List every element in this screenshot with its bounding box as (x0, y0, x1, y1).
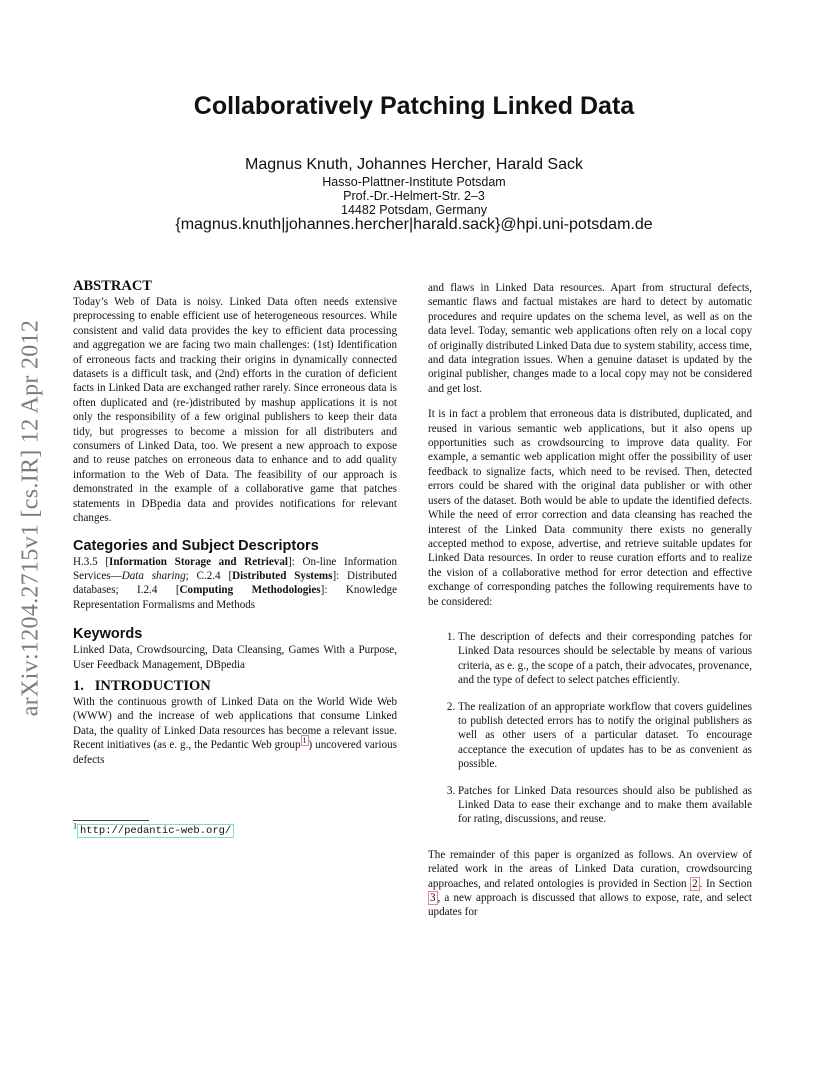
paper-title: Collaboratively Patching Linked Data (193, 92, 635, 120)
left-column (73, 278, 397, 767)
requirements-list (428, 630, 752, 827)
abstract-heading: ABSTRACT (73, 278, 152, 294)
affiliation-city: 14482 Potsdam, Germany (341, 203, 487, 217)
categories-text: H.3.5 [Information Storage and Retrieval]: On-line Information Services—Data sharing; C.2.4 [Distributed Systems]: Distributed databases; I.2.4 [Computing Methodologies]: Knowledge Representation Formalisms and Methods (73, 555, 397, 611)
introduction-heading: 1. INTRODUCTION (73, 677, 211, 694)
affiliation-street: Prof.-Dr.-Helmert-Str. 2–3 (343, 189, 485, 203)
footnote (73, 821, 234, 837)
footnote-mark: 1 (73, 821, 77, 831)
affiliation-institute: Hasso-Plattner-Institute Potsdam (322, 175, 506, 189)
author-emails: {magnus.knuth|johannes.hercher|harald.sack}@hpi.uni-potsdam.de (175, 216, 653, 233)
arxiv-stamp-text: arXiv:1204.2715v1 [cs.IR] 12 Apr 2012 (17, 319, 44, 717)
footnote-link[interactable]: 1 (302, 736, 307, 746)
categories-heading: Categories and Subject Descriptors (73, 537, 319, 554)
introduction-text: With the continuous growth of Linked Data on the World Wide Web (WWW) and the increase of web applications that consume Linked Data, the quality of Linked Data resources has become a relevant issue. Recent initiatives (as e. g., the Pedantic Web group $^1$ ) uncovered various defects (73, 695, 397, 766)
abstract-text: Today’s Web of Data is noisy. Linked Data often needs extensive preprocessing to enable efficient use of heterogeneous resources. While consistent and valid data provides the key to efficient data processing and aggregation we are facing two main challenges: (1st) Identification of erroneous facts and tracking their origins in dynamically connected datasets is a difficult task, and (2nd) efforts in the curation of deficient facts in Linked Data are exchanged rather rarely. Since erroneous data is often duplicated and (re-)distributed by mashup applications it is not only the responsibility of a few original publishers to keep their data tidy, but progresses to become a mission for all distributers and consumers of Linked Data, too. We present a new approach to expose and to reuse patches on erroneous data to enhance and to add quality information to the Web of Data. The feasibility of our approach is demonstrated in the example of a collaborative game that patches statements in DBpedia data and provides notifications for relevant changes. (73, 296, 397, 525)
paragraph-organization: The remainder of this paper is organized as follows. An overview of related work in the areas of Linked Data curation, crowdsourcing approaches, and related ontologies is provided in Section 2 . In Section 3 , a new approach is discussed that allows to expose, rate, and select updates for (428, 848, 752, 919)
requirement-item: 3. Patches for Linked Data resources should also be published as Linked Data to ease their exchange and to make them available for rating, discussions, and reuse. (458, 784, 752, 827)
keywords-heading: Keywords (73, 626, 143, 643)
paragraph-problem: It is in fact a problem that erroneous data is distributed, duplicated, and reused in various semantic web applications, but it also opens up opportunities such as crowdsourcing to improve data quality. For example, a semantic web application might offer the possibility of user feedback to signalize facts, which need to be revised. Then, detected errors could be shared with the original data publisher or with other users of the dataset. Both would be able to update the identified defects. While the need of error correction and data cleansing has reached the interest of the Linked Data community there exists no generally accepted method to expose, advertise, and retrieve suitable updates for Linked Data resources. In order to reuse curation efforts and to realize the vision of a collaborative method for error detection and effective exchange of corresponding patches the following requirements have to be considered: (428, 408, 752, 608)
paragraph-flaws: and flaws in Linked Data resources. Apart from structural defects, semantic flaws and factual mistakes are hard to detect by automatic procedures and require updates on the schema level, as well as on the data level. Today, semantic web applications often rely on a local copy of originally distributed Linked Data due to system stability, access time, and data integration issues. When a genuine dataset is updated by the original publisher, changes made to a local copy may not be considered and get lost. (428, 282, 753, 395)
section-2-link[interactable]: 2 (692, 877, 698, 890)
right-column (428, 281, 752, 920)
arxiv-stamp (13, 298, 49, 738)
footnote-url-link[interactable]: http://pedantic-web.org/ (77, 824, 234, 838)
requirement-item: 2. The realization of an appropriate workflow that covers guidelines to publish detected errors has to notify the original publishers as well as other users of a particular dataset. To encourage acceptance the execution of updates has to be as convenient as possible. (458, 700, 752, 772)
requirement-item: 1. The description of defects and their corresponding patches for Linked Data resources should be selectable by means of various criteria, as e. g., the scope of a patch, their advocates, provenance, and the type of defect to select patches efficiently. (458, 630, 752, 688)
keywords-text: Linked Data, Crowdsourcing, Data Cleansing, Games With a Purpose, User Feedback Management, DBpedia (73, 644, 397, 671)
author-list: Magnus Knuth, Johannes Hercher, Harald Sack (245, 156, 583, 173)
section-3-link[interactable]: 3 (430, 892, 436, 905)
footnote-divider (73, 820, 149, 821)
